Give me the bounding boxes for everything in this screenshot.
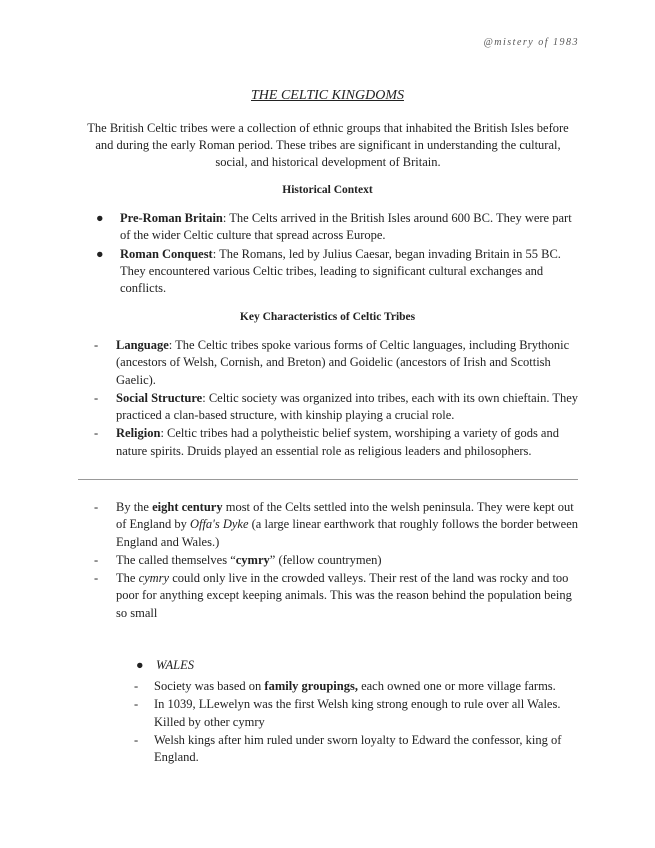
item-text: most of the Celts settled into the welsh peninsula. They were kept out of England by [116, 500, 574, 532]
item-text: : The Celts arrived in the British Isles around 600 BC. They were part of the wider Celtic culture that spread across Europe. [120, 211, 572, 243]
key-characteristics-heading: Key Characteristics of Celtic Tribes [239, 311, 416, 323]
list-item [80, 570, 580, 622]
item-text: The [116, 571, 139, 586]
item-term: Social Structure [116, 390, 203, 405]
item-text: ” (fellow countrymen) [269, 552, 382, 567]
item-text: could only live in the crowded valleys. Their rest of the land was rocky and too poor for anything except keeping animals. This was the reason behind the population being so small [116, 571, 572, 620]
item-text: The called themselves “ [116, 552, 236, 567]
dash-marker: - [94, 390, 99, 405]
horizontal-divider [78, 479, 578, 480]
list-item [80, 499, 580, 551]
dash-marker: - [94, 338, 99, 352]
item-emphasis: cymry [235, 552, 270, 567]
settlement-list [80, 499, 580, 623]
item-text: Welsh kings after him ruled under sworn loyalty to Edward the confessor, king of England. [154, 732, 562, 765]
item-text: Society was based on [154, 679, 265, 693]
list-item [80, 390, 580, 425]
list-item [80, 552, 580, 569]
bullet-marker: ● [96, 246, 104, 261]
item-text: By the [116, 500, 153, 514]
dash-marker: - [134, 697, 139, 712]
list-item [116, 678, 580, 695]
item-text: : The Celtic tribes spoke various forms of Celtic languages, including Brythonic (ancestors of Welsh, Cornish, and Breton) and Goidelic (ancestors of Irish and Scottish Gaelic). [116, 338, 570, 387]
item-italic: cymry [138, 571, 170, 586]
item-italic: Offa's Dyke [189, 517, 249, 532]
item-text: In 1039, LLewelyn was the first Welsh king strong enough to rule over all Wales. Killed by other cymry [154, 697, 561, 729]
item-term: Religion [116, 426, 161, 441]
dash-marker: - [134, 679, 139, 693]
item-text: : The Romans, led by Julius Caesar, began invading Britain in 55 BC. They encountered various Celtic tribes, leading to significant cultural exchanges and conflicts. [120, 246, 561, 296]
historical-context-list [84, 210, 580, 298]
item-emphasis: eight century [152, 500, 223, 514]
item-emphasis: family groupings, [264, 679, 358, 693]
list-item [80, 337, 580, 389]
item-term: Language [116, 338, 169, 352]
wales-heading-label: WALES [156, 658, 195, 672]
list-item [84, 246, 580, 298]
dash-marker: - [94, 552, 99, 567]
list-item [116, 732, 580, 767]
dash-marker: - [94, 571, 99, 586]
list-item [84, 210, 580, 245]
intro-paragraph: The British Celtic tribes were a collection of ethnic groups that inhabited the British Isles before and during the early Roman period. These tribes are significant in understanding the cultural, social, and historical development of Britain. [87, 121, 569, 169]
item-text: : Celtic tribes had a polytheistic belief system, worshiping a variety of gods and nature spirits. Druids played an essential role as religious leaders and philosophers. [116, 426, 559, 458]
historical-context-heading: Historical Context [282, 184, 373, 196]
page-title: THE CELTIC KINGDOMS [251, 88, 404, 103]
item-text: : Celtic society was organized into tribes, each with its own chieftain. They practiced a clan-based structure, with kinship playing a crucial role. [116, 390, 579, 423]
bullet-marker: ● [136, 658, 144, 672]
list-item [80, 425, 580, 460]
dash-marker: - [94, 500, 99, 514]
dash-marker: - [134, 732, 139, 747]
wales-list [116, 678, 580, 767]
list-item [116, 696, 580, 731]
item-term: Roman Conquest [120, 246, 213, 261]
characteristics-list [80, 337, 580, 461]
dash-marker: - [94, 426, 99, 441]
item-term: Pre-Roman Britain [120, 211, 223, 225]
item-text: each owned one or more village farms. [357, 679, 556, 693]
item-text: (a large linear earthwork that roughly follows the border between England and Wales.) [116, 517, 579, 549]
watermark: @mistery of 1983 [483, 37, 579, 48]
bullet-marker: ● [96, 211, 104, 225]
